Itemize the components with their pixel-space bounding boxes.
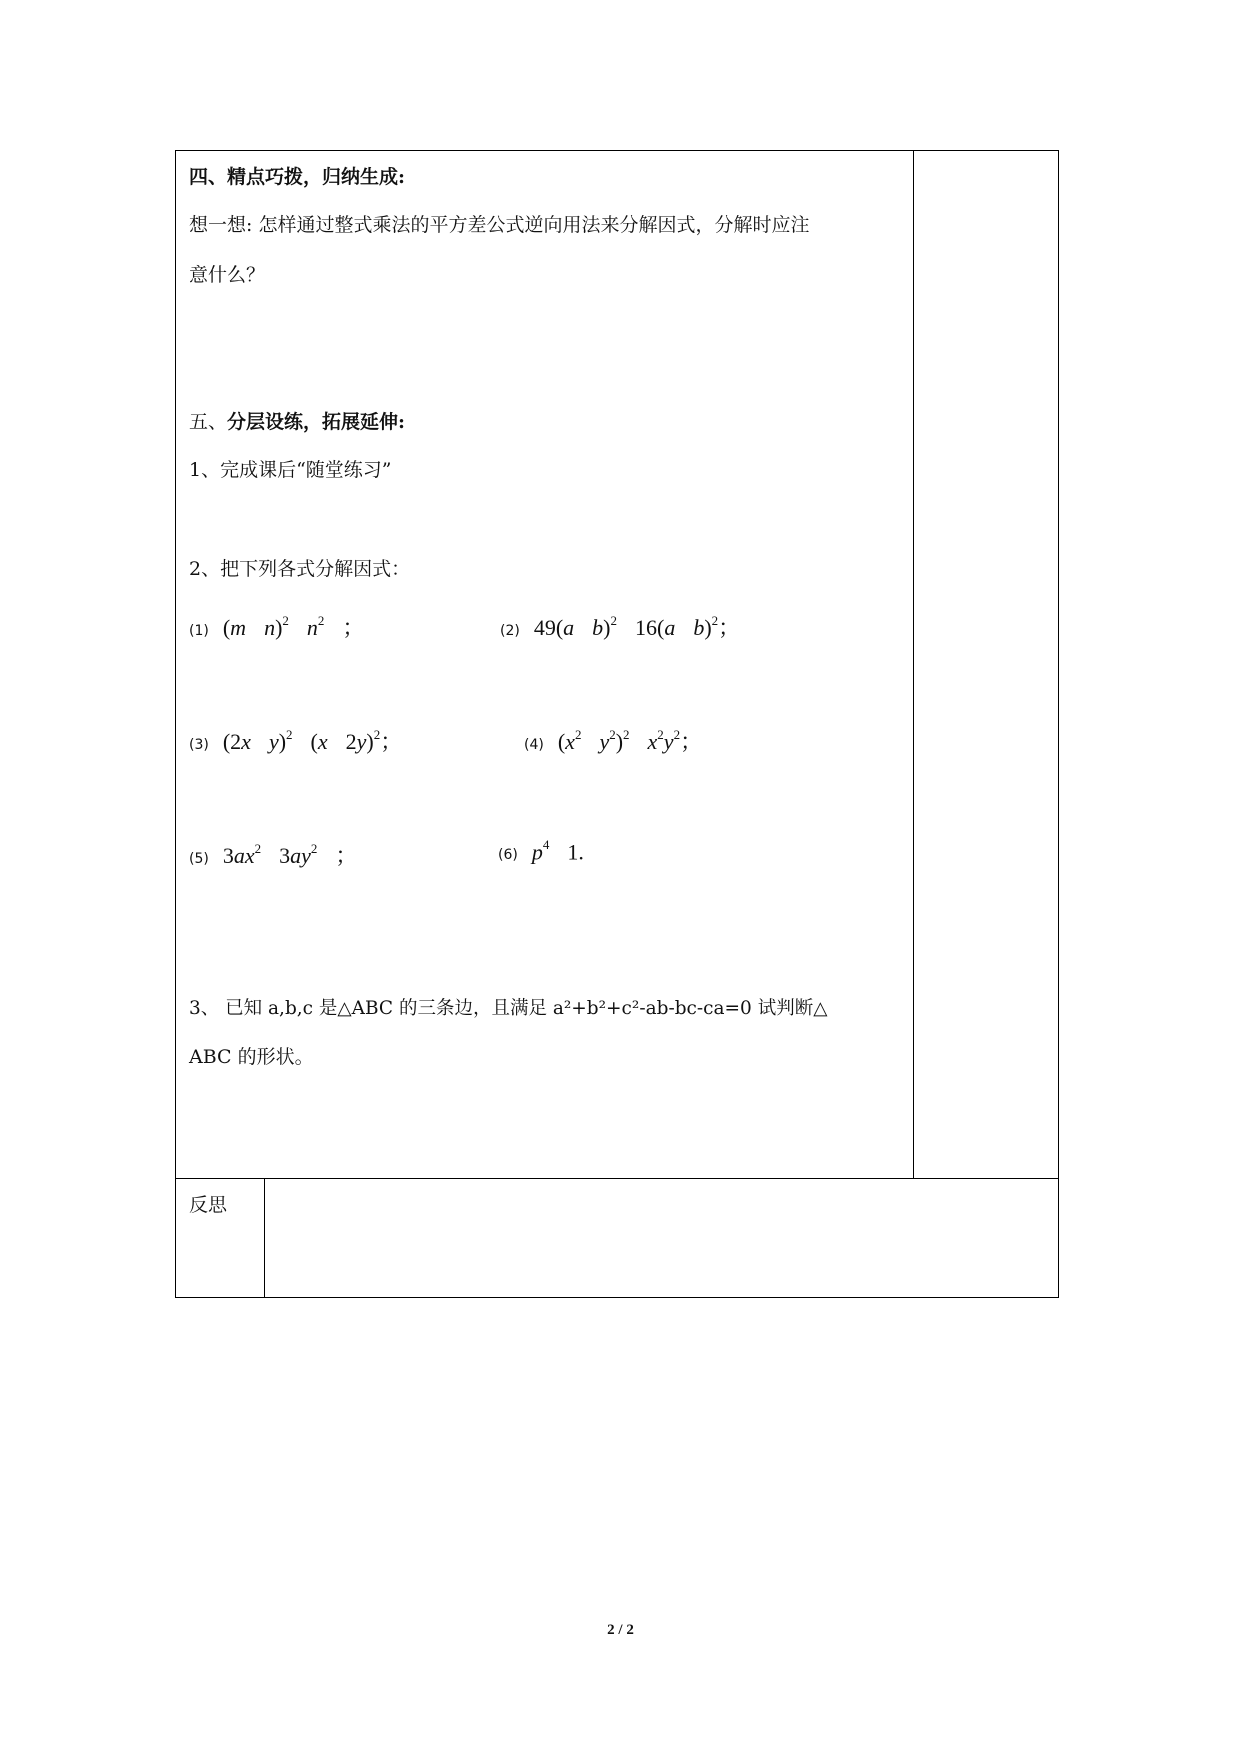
problem-number: (6): [498, 847, 518, 864]
problem-number: (4): [524, 737, 544, 753]
problem-number: (2): [500, 623, 520, 639]
item3-line1: 3、 已知 a,b,c 是△ABC 的三条边，且满足 a²+b²+c²-ab-bc-ca=0 试判断△: [189, 998, 828, 1019]
problem-end: ；: [380, 729, 403, 754]
item2-text: 2、把下列各式分解因式：: [189, 558, 411, 580]
problem-end: .: [578, 839, 584, 865]
right-column-divider: [913, 150, 914, 1179]
problem-3: (3) (2x y)$^2$ (x 2y)$^2$；: [189, 726, 403, 754]
reflection-label: 反思: [189, 1194, 228, 1216]
lesson-table: [175, 150, 1059, 1298]
section4-heading: 四、精点巧拨，归纳生成:: [189, 166, 406, 188]
problem-number: (3): [189, 737, 209, 753]
problem-number: (1): [189, 623, 209, 639]
problem-end: ；: [342, 615, 365, 640]
reflection-label-divider: [264, 1178, 265, 1298]
problem-1: (1) (m n)$^2$ $n^2$ ；: [189, 612, 365, 640]
section4-question-line2: 意什么？: [189, 264, 266, 286]
problem-end: ；: [680, 729, 703, 754]
problem-number: (5): [189, 851, 209, 867]
problem-2: (2) 49(a b)$^2$ 16(a b)$^2$；: [500, 612, 741, 640]
item3-line2: ABC 的形状。: [189, 1046, 314, 1068]
problem-4: (4) ($x^2$ $y^2)^2$ $x^2y^2$；: [524, 726, 703, 754]
section5-heading-title: 分层设练，拓展延伸:: [227, 411, 406, 433]
problem-end: ；: [335, 843, 358, 868]
section5-heading: [189, 410, 405, 435]
page-number: 2 / 2: [607, 1622, 634, 1638]
item1-text: 1、完成课后“随堂练习”: [189, 459, 392, 481]
problem-end: ；: [718, 615, 741, 640]
section4-question-line1: 想一想: 怎样通过整式乘法的平方差公式逆向用法来分解因式，分解时应注: [189, 214, 810, 236]
problem-6: (6) $p^4$ 1.: [498, 837, 584, 865]
reflection-row-divider: [175, 1178, 1059, 1179]
reflection-input-area[interactable]: [266, 1180, 1057, 1296]
problem-5: (5) $3ax^2$ $3ay^2$ ；: [189, 840, 358, 868]
section5-heading-prefix: 五、: [189, 411, 228, 433]
